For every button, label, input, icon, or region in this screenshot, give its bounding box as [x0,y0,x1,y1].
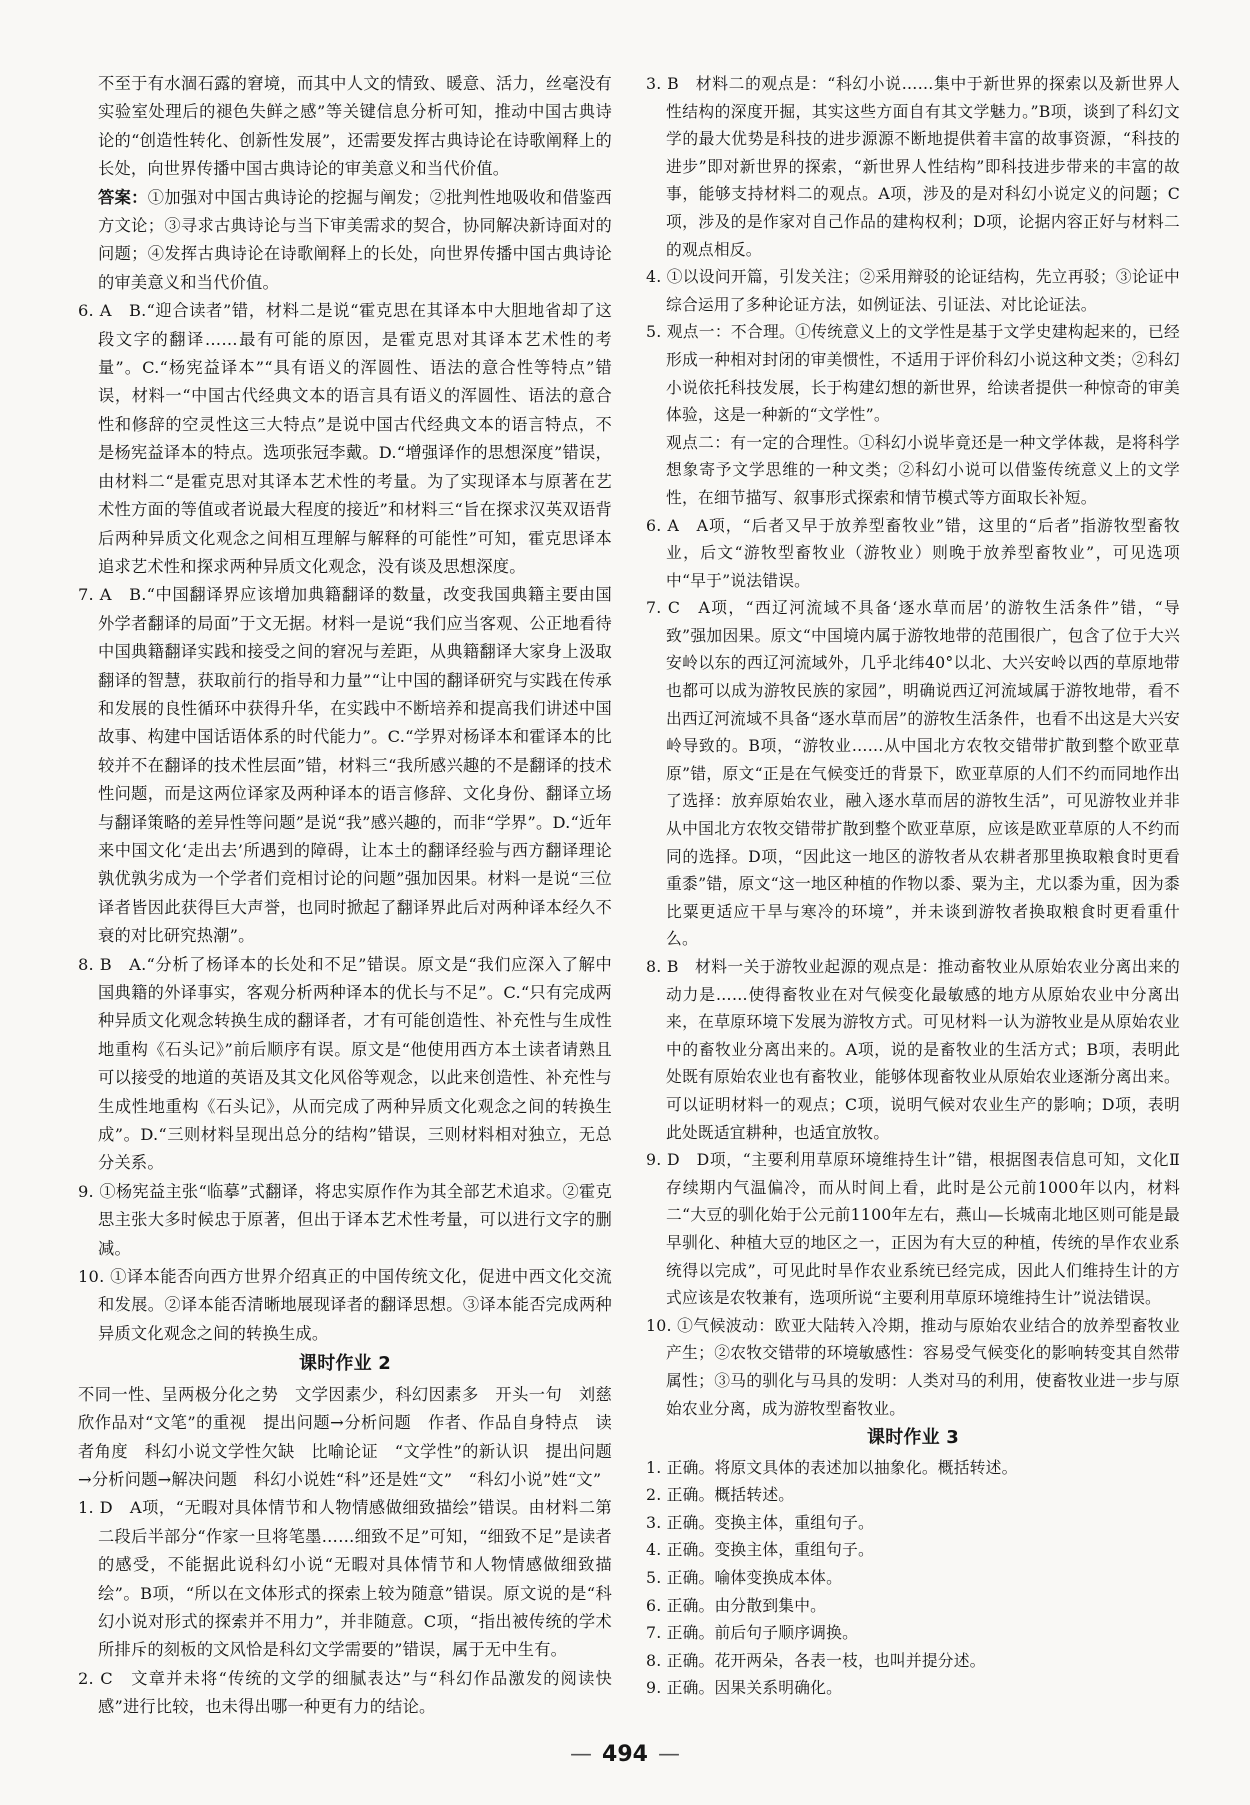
question-10: 10. ①译本能否向西方世界介绍真正的中国传统文化，促进中西文化交流和发展。②译本能否清晰地展现译者的翻译思想。③译本能否完成两种异质文化观念之间的转换生成。 [78,1267,612,1343]
answer-label: 答案： [98,187,148,207]
left-column [78,70,612,1722]
footer-dash-right: — [657,1742,680,1767]
answer-block [78,184,612,298]
question-9: 9. ①杨宪益主张“临摹”式翻译，将忠实原作作为其全部艺术追求。②霍克思主张大多时候忠于原著，但出于译本艺术性考量，可以进行文字的删减。 [78,1181,612,1258]
s2-question-5a: 5. 观点一：不合理。①传统意义上的文学性是基于文学史建构起来的，已经形成一种相对封闭的审美惯性，不适用于评价科幻小说这种文类；②科幻小说依托科技发展，长于构建幻想的新世界，给读者提供一种惊奇的审美体验，这是一种新的“文学性”。 [646,322,1180,425]
page-footer [0,1742,1250,1767]
s3-item: 9. 正确。因果关系明确化。 [646,1678,843,1698]
s3-item: 5. 正确。喻体变换成本体。 [646,1568,843,1588]
fill-in-answers: 不同一性、呈两极分化之势 文学因素少，科幻因素多 开头一句 刘慈欣作品对“文笔”的重视 提出问题→分析问题 作者、作品自身特点 读者角度 科幻小说文学性欠缺 比喻论证 “文学性”的新认识 提出问题→分析问题→解决问题 科幻小说姓“科”还是姓“文” “科幻小说”姓“文” [78,1384,612,1489]
s3-item: 3. 正确。变换主体，重组句子。 [646,1512,874,1532]
question-8: 8. B A.“分析了杨译本的长处和不足”错误。原文是“我们应深入了解中国典籍的外译事实，客观分析两种译本的优长与不足”。C.“只有完成两种异质文化观念转换生成的翻译者，才有可能创造性、补充性与生成性地重构《石头记》”前后顺序有误。原文是“他使用西方本土读者请熟且可以接受的地道的英语及其文化风俗等观念，以此来创造性、补充性与生成性地重构《石头记》，从而完成了两种异质文化观念之间的转换生成”。D.“三则材料呈现出总分的结构”错误，三则材料相对独立，无总分关系。 [78,954,612,1173]
s3-item: 1. 正确。将原文具体的表述加以抽象化。概括转述。 [646,1457,1018,1477]
right-column [646,70,1180,1702]
s2-question-3: 3. B 材料二的观点是：“科幻小说……集中于新世界的探索以及新世界人性结构的深度开掘，其实这些方面自有其文学魅力。”B项，谈到了科幻文学的最大优势是科技的进步源源不断地提供着丰富的故事资源，“科技的进步”即对新世界的探索，“新世界人性结构”即科技进步带来的丰富的故事，能够支持材料二的观点。A项，涉及的是对科幻小说定义的问题；C项，涉及的是作家对自己作品的建构权利；D项，论据内容正好与材料二的观点相反。 [646,74,1180,259]
s3-item: 8. 正确。花开两朵，各表一枝，也叫并提分述。 [646,1650,986,1670]
s2-question-9: 9. D D项，“主要利用草原环境维持生计”错，根据图表信息可知，文化Ⅱ存续期内气温偏冷，而从时间上看，此时是公元前1000年以内，材料二“大豆的驯化始于公元前1100年左右，燕山—长城南北地区则可能是最早驯化、种植大豆的地区之一，正因为有大豆的种植，传统的旱作农业系统得以完成”，可见此时旱作农业系统已经完成，因此人们维持生计的方式应该是农牧兼有，选项所说“主要利用草原环境维持生计”说法错误。 [646,1150,1180,1308]
s2-question-10: 10. ①气候波动：欧亚大陆转入冷期，推动与原始农业结合的放养型畜牧业产生；②农牧交错带的环境敏感性：容易受气候变化的影响转变其自然带属性；③马的驯化与马具的发明：人类对马的利用，使畜牧业进一步与原始农业分离，成为游牧型畜牧业。 [646,1315,1180,1418]
page-number: 494 [602,1742,648,1767]
s3-item: 7. 正确。前后句子顺序调换。 [646,1623,859,1643]
s2-question-6: 6. A A项，“后者又早于放养型畜牧业”错，这里的“后者”指游牧型畜牧业，后文“游牧型畜牧业（游牧业）则晚于放养型畜牧业”，可见选项中“早于”说法错误。 [646,515,1180,590]
section-title-3: 课时作业 3 [867,1427,959,1449]
s2-question-4: 4. ①以设问开篇，引发关注；②采用辩驳的论证结构，先立再驳；③论证中综合运用了多种论证方法，如例证法、引证法、对比论证法。 [646,267,1180,314]
s3-item: 2. 正确。概括转述。 [646,1485,795,1505]
s2-question-1: 1. D A项，“无暇对具体情节和人物情感做细致描绘”错误。由材料二第二段后半部分“作家一旦将笔墨……细致不足”可知，“细致不足”是读者的感受，不能据此说科幻小说“无暇对具体情节和人物情感做细致描绘”。B项，“所以在文体形式的探索上较为随意”错误。原文说的是“科幻小说对形式的探索并不用力”，并非随意。C项，“指出被传统的学术所排斥的刻板的文风恰是科幻文学需要的”错误，属于无中生有。 [78,1498,612,1660]
s2-question-2: 2. C 文章并未将“传统的文学的细腻表达”与“科幻作品激发的阅读快感”进行比较，也未得出哪一种更有力的结论。 [78,1668,612,1717]
page-body [78,70,1178,1740]
section-title-2: 课时作业 2 [299,1353,391,1375]
question-6: 6. A B.“迎合读者”错，材料二是说“霍克思在其译本中大胆地省却了这段文字的翻译……最有可能的原因，是霍克思对其译本艺术性的考量”。C.“杨宪益译本”“具有语义的浑圆性、语法的意合性等特点”错误，材料一“中国古代经典文本的语言具有语义的浑圆性、语法的意合性和修辞的空灵性这三大特点”是说中国古代经典文本的语言特点，不是杨宪益译本的特点。选项张冠李戴。D.“增强译作的思想深度”错误，由材料二“是霍克思对其译本艺术性的考量。为了实现译本与原著在艺术性方面的等值或者说最大程度的接近”和材料三“旨在探求汉英双语背后两种异质文化观念之间相互理解与解释的可能性”可知，霍克思译本追求艺术性和探求两种异质文化观念，没有谈及思想深度。 [78,301,612,576]
s2-question-7: 7. C A项，“西辽河流域不具备‘逐水草而居’的游牧生活条件”错，“导致”强加因果。原文“中国境内属于游牧地带的范围很广，包含了位于大兴安岭以东的西辽河流域外，几乎北纬40°以北、大兴安岭以西的草原地带也都可以成为游牧民族的家园”，明确说西辽河流域属于游牧地带，看不出西辽河流域不具备“逐水草而居”的游牧生活条件，也看不出这是大兴安岭导致的。B项，“游牧业……从中国北方农牧交错带扩散到整个欧亚草原”错，原文“正是在气候变迁的背景下，欧亚草原的人们不约而同地作出了选择：放弃原始农业，融入逐水草而居的游牧生活”，可见游牧业并非从中国北方农牧交错带扩散到整个欧亚草原，应该是欧亚草原的人不约而同的选择。D项，“因此这一地区的游牧者从农耕者那里换取粮食时更看重黍”错，原文“这一地区种植的作物以黍、粟为主，尤以黍为重，因为黍比粟更适应干旱与寒冷的环境”，并未谈到游牧者换取粮食时更看重什么。 [646,598,1180,949]
s3-item: 4. 正确。变换主体，重组句子。 [646,1540,874,1560]
question-7: 7. A B.“中国翻译界应该增加典籍翻译的数量，改变我国典籍主要由国外学者翻译的局面”于文无据。材料一是说“我们应当客观、公正地看待中国典籍翻译实践和接受之间的窘况与差距，从典籍翻译大家身上汲取翻译的智慧，获取前行的指导和力量”“让中国的翻译研究与实践在传承和发展的良性循环中获得升华，在实践中不断培养和提高我们讲述中国故事、构建中国话语体系的时代能力”。C.“学界对杨译本和霍译本的比较并不在翻译的技术性层面”错，材料三“我所感兴趣的不是翻译的技术性问题，而是这两位译家及两种译本的语言修辞、文化身份、翻译立场与翻译策略的差异性等问题”是说“我”感兴趣的，而非“学界”。D.“近年来中国文化‘走出去’所遇到的障碍，让本土的翻译经验与西方翻译理论孰优孰劣成为一个学者们竞相讨论的问题”强加因果。材料一是说“三位译者皆因此获得巨大声誉，也同时掀起了翻译界此后对两种译本经久不衰的对比研究热潮”。 [78,585,612,946]
answer-continuation: 不至于有水涸石露的窘境，而其中人文的情致、暖意、活力，丝毫没有实验室处理后的褪色失鲜之感”等关键信息分析可知，推动中国古典诗论的“创造性转化、创新性发展”，还需要发挥古典诗论在诗歌阐释上的长处，向世界传播中国古典诗论的审美意义和当代价值。 [98,74,612,179]
s3-item: 6. 正确。由分散到集中。 [646,1595,827,1615]
answer-text: ①加强对中国古典诗论的挖掘与阐发；②批判性地吸收和借鉴西方文论；③寻求古典诗论与当下审美需求的契合，协同解决新诗面对的问题；④发挥古典诗论在诗歌阐释上的长处，向世界传播中国古典诗论的审美意义和当代价值。 [98,187,612,292]
footer-dash-left: — [570,1742,593,1767]
s2-question-8: 8. B 材料一关于游牧业起源的观点是：推动畜牧业从原始农业分离出来的动力是……使得畜牧业在对气候变化最敏感的地方从原始农业中分离出来，在草原环境下发展为游牧方式。可见材料一认为游牧业是从原始农业中的畜牧业分离出来的。A项，说的是畜牧业的生活方式；B项，表明此处既有原始农业也有畜牧业，能够体现畜牧业从原始农业逐渐分离出来。可以证明材料一的观点；C项，说明气候对农业生产的影响；D项，表明此处既适宜耕种，也适宜放牧。 [646,957,1180,1142]
s2-question-5b: 观点二：有一定的合理性。①科幻小说毕竟还是一种文学体裁，是将科学想象寄予文学思维的一种文类；②科幻小说可以借鉴传统意义上的文学性，在细节描写、叙事形式探索和情节模式等方面取长补短。 [666,432,1180,507]
